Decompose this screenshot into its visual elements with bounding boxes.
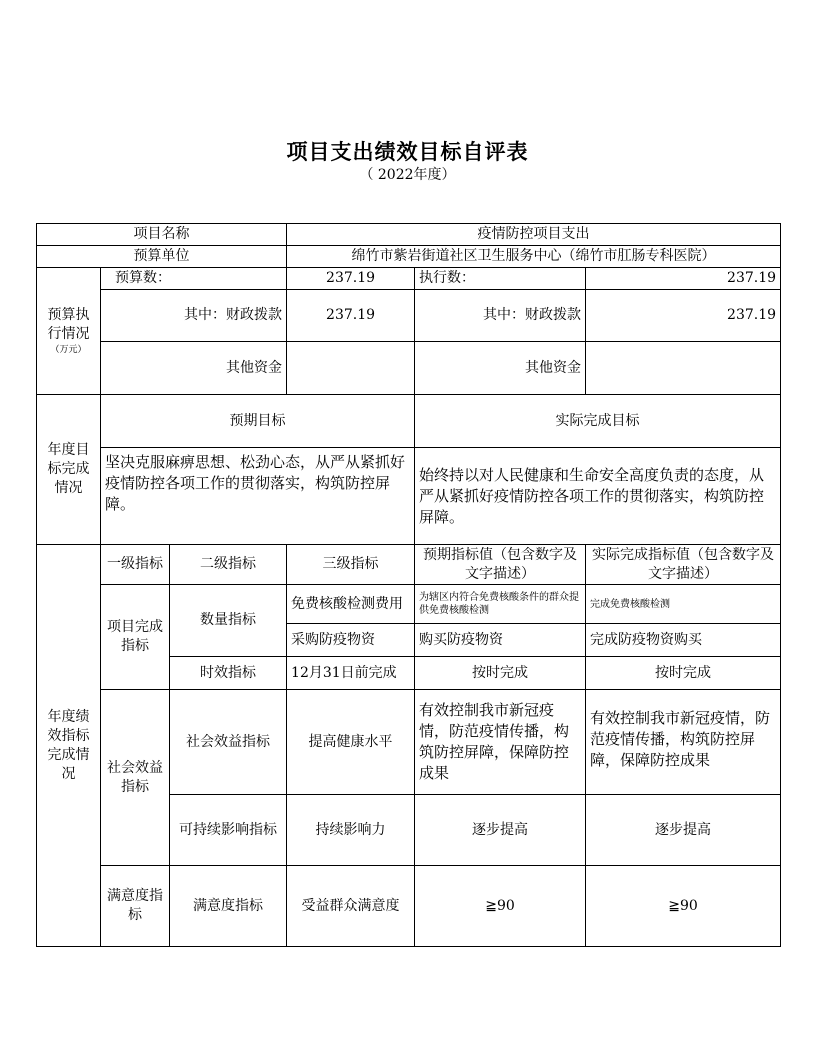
fiscal-exec-value: 237.19 bbox=[586, 290, 781, 342]
actual-goal-text: 始终持以对人民健康和生命安全高度负责的态度，从严从紧抓好疫情防控各项工作的贯彻落实，构筑防控屏障。 bbox=[415, 448, 781, 545]
fiscal-budget-value: 237.19 bbox=[287, 290, 415, 342]
level2-satisfaction: 满意度指标 bbox=[170, 866, 287, 947]
actual-value-header: 实际完成指标值（包含数字及文字描述） bbox=[586, 545, 781, 585]
level3-sustainable: 持续影响力 bbox=[287, 795, 415, 866]
budget-section-unit: （万元） bbox=[50, 345, 87, 355]
other-exec-label: 其他资金 bbox=[415, 342, 586, 395]
actual-health: 有效控制我市新冠疫情，防范疫情传播，构筑防控屏障，保障防控成果 bbox=[586, 690, 781, 795]
budget-amount-label: 预算数： bbox=[101, 268, 287, 290]
level3-deadline: 12月31日前完成 bbox=[287, 657, 415, 690]
exec-amount-value: 237.19 bbox=[586, 268, 781, 290]
row-annual-goal-content bbox=[37, 448, 781, 545]
expected-purchase: 购买防疫物资 bbox=[415, 624, 586, 657]
budget-section-label bbox=[37, 268, 101, 395]
budget-unit-label: 预算单位 bbox=[37, 246, 287, 268]
expected-free-test: 为辖区内符合免费核酸条件的群众提供免费核酸检测 bbox=[415, 585, 586, 624]
evaluation-table bbox=[36, 223, 781, 947]
row-budget-total bbox=[37, 268, 781, 290]
level2-quantity: 数量指标 bbox=[170, 585, 287, 657]
row-fiscal-funds bbox=[37, 290, 781, 342]
budget-section-label-text: 预算执行情况 bbox=[47, 307, 90, 342]
level3-purchase: 采购防疫物资 bbox=[287, 624, 415, 657]
table-row bbox=[37, 866, 781, 947]
actual-satisfaction: ≧90 bbox=[586, 866, 781, 947]
expected-value-header: 预期指标值（包含数字及文字描述） bbox=[415, 545, 586, 585]
row-indicator-headers bbox=[37, 545, 781, 585]
page-subtitle-year: （ 2022年度） bbox=[359, 167, 456, 183]
actual-purchase: 完成防疫物资购买 bbox=[586, 624, 781, 657]
fiscal-budget-label: 其中：财政拨款 bbox=[101, 290, 287, 342]
actual-sustainable: 逐步提高 bbox=[586, 795, 781, 866]
expected-sustainable: 逐步提高 bbox=[415, 795, 586, 866]
indicators-section-label: 年度绩效指标完成情况 bbox=[37, 545, 101, 947]
page-title: 项目支出绩效目标自评表 bbox=[286, 139, 529, 164]
group-social-label: 社会效益指标 bbox=[101, 690, 170, 866]
row-annual-goal-headers bbox=[37, 395, 781, 448]
level2-timeliness: 时效指标 bbox=[170, 657, 287, 690]
level3-free-test: 免费核酸检测费用 bbox=[287, 585, 415, 624]
fiscal-exec-label: 其中：财政拨款 bbox=[415, 290, 586, 342]
level3-health: 提高健康水平 bbox=[287, 690, 415, 795]
table-row bbox=[37, 585, 781, 624]
table-row bbox=[37, 690, 781, 795]
other-exec-value bbox=[586, 342, 781, 395]
expected-satisfaction: ≧90 bbox=[415, 866, 586, 947]
level3-header: 三级指标 bbox=[287, 545, 415, 585]
group-satisfaction-label: 满意度指标 bbox=[101, 866, 170, 947]
level2-sustainable: 可持续影响指标 bbox=[170, 795, 287, 866]
exec-amount-label: 执行数： bbox=[415, 268, 586, 290]
other-budget-label: 其他资金 bbox=[101, 342, 287, 395]
row-project-name bbox=[37, 224, 781, 246]
actual-deadline: 按时完成 bbox=[586, 657, 781, 690]
annual-goal-section-label: 年度目标完成情况 bbox=[37, 395, 101, 545]
expected-goal-text: 坚决克服麻痹思想、松劲心态，从严从紧抓好疫情防控各项工作的贯彻落实，构筑防控屏障。 bbox=[101, 448, 415, 545]
actual-goal-header: 实际完成目标 bbox=[415, 395, 781, 448]
level1-header: 一级指标 bbox=[101, 545, 170, 585]
actual-free-test: 完成免费核酸检测 bbox=[586, 585, 781, 624]
row-other-funds bbox=[37, 342, 781, 395]
group-output-label: 项目完成指标 bbox=[101, 585, 170, 690]
level3-satisfaction: 受益群众满意度 bbox=[287, 866, 415, 947]
project-name-label: 项目名称 bbox=[37, 224, 287, 246]
expected-deadline: 按时完成 bbox=[415, 657, 586, 690]
expected-health: 有效控制我市新冠疫情，防范疫情传播，构筑防控屏障，保障防控成果 bbox=[415, 690, 586, 795]
level2-header: 二级指标 bbox=[170, 545, 287, 585]
expected-goal-header: 预期目标 bbox=[101, 395, 415, 448]
project-name-value: 疫情防控项目支出 bbox=[287, 224, 781, 246]
budget-unit-value: 绵竹市紫岩街道社区卫生服务中心（绵竹市肛肠专科医院） bbox=[287, 246, 781, 268]
budget-amount-value: 237.19 bbox=[287, 268, 415, 290]
row-budget-unit bbox=[37, 246, 781, 268]
level2-social: 社会效益指标 bbox=[170, 690, 287, 795]
other-budget-value bbox=[287, 342, 415, 395]
